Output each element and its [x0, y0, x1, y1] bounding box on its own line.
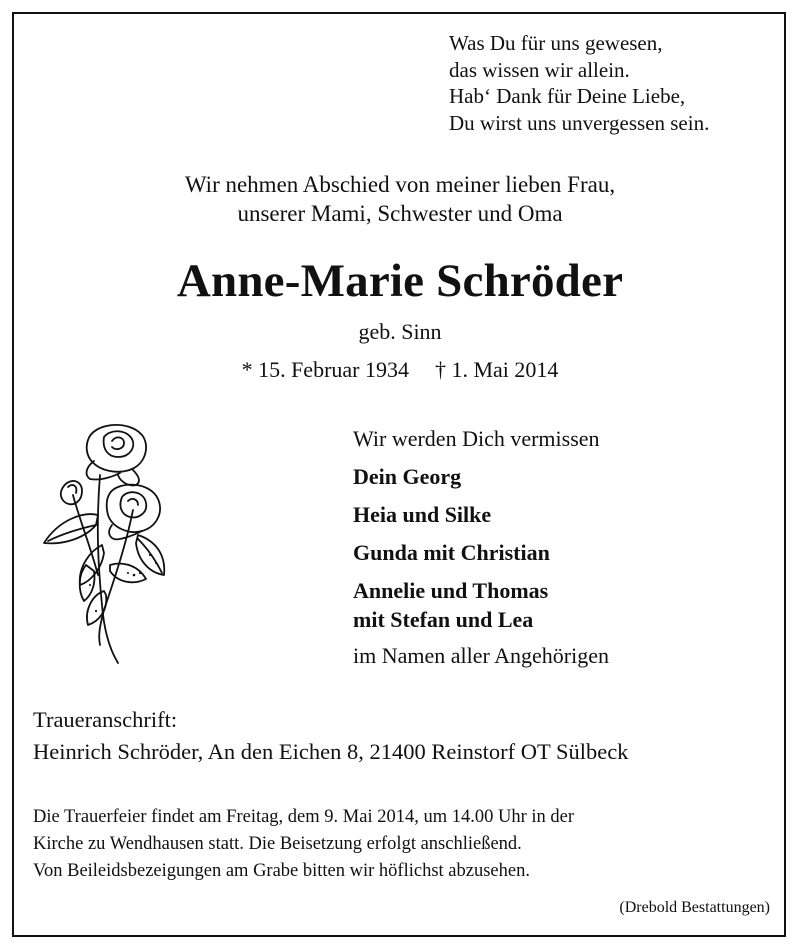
farewell-intro-line: unserer Mami, Schwester und Oma [237, 201, 563, 226]
farewell-intro-line: Wir nehmen Abschied von meiner lieben Frau, [184, 172, 616, 197]
poem [449, 30, 709, 136]
family-member: Heia und Silke [353, 502, 492, 527]
address-value: Heinrich Schröder, An den Eichen 8, 21400 Reinstorf OT Sülbeck [33, 739, 629, 764]
life-dates [0, 357, 800, 383]
funeral-details [33, 804, 574, 885]
funeral-line: Die Trauerfeier findet am Freitag, dem 9. Mai 2014, um 14.00 Uhr in der [33, 807, 575, 827]
death-date: † 1. Mai 2014 [434, 357, 559, 382]
family-member: Gunda mit Christian [353, 540, 550, 565]
poem-line: Hab‘ Dank für Deine Liebe, [449, 84, 686, 108]
family-intro: Wir werden Dich vermissen [353, 426, 600, 451]
family-signatures [353, 420, 609, 676]
family-member: Dein Georg [353, 464, 462, 489]
deceased-name: Anne-Marie Schröder [176, 255, 624, 307]
family-member: Annelie und Thomas [353, 578, 549, 603]
poem-line: Was Du für uns gewesen, [449, 31, 663, 55]
funeral-line: Von Beileidsbezeigungen am Grabe bitten wir höflichst abzusehen. [33, 861, 530, 881]
undertaker-credit: (Drebold Bestattungen) [619, 899, 770, 916]
address-label: Traueranschrift: [33, 707, 178, 732]
family-closing: im Namen aller Angehörigen [353, 643, 609, 668]
mourning-address [33, 704, 628, 768]
family-member-group [353, 576, 609, 634]
poem-line: das wissen wir allein. [449, 57, 630, 82]
family-member: mit Stefan und Lea [353, 607, 534, 632]
maiden-name: geb. Sinn [358, 319, 442, 344]
funeral-line: Kirche zu Wendhausen statt. Die Beisetzung erfolgt anschließend. [33, 834, 522, 854]
farewell-intro [0, 170, 800, 228]
roses-illustration [38, 415, 178, 670]
birth-date: * 15. Februar 1934 [241, 357, 409, 382]
poem-line: Du wirst uns unvergessen sein. [449, 110, 710, 135]
